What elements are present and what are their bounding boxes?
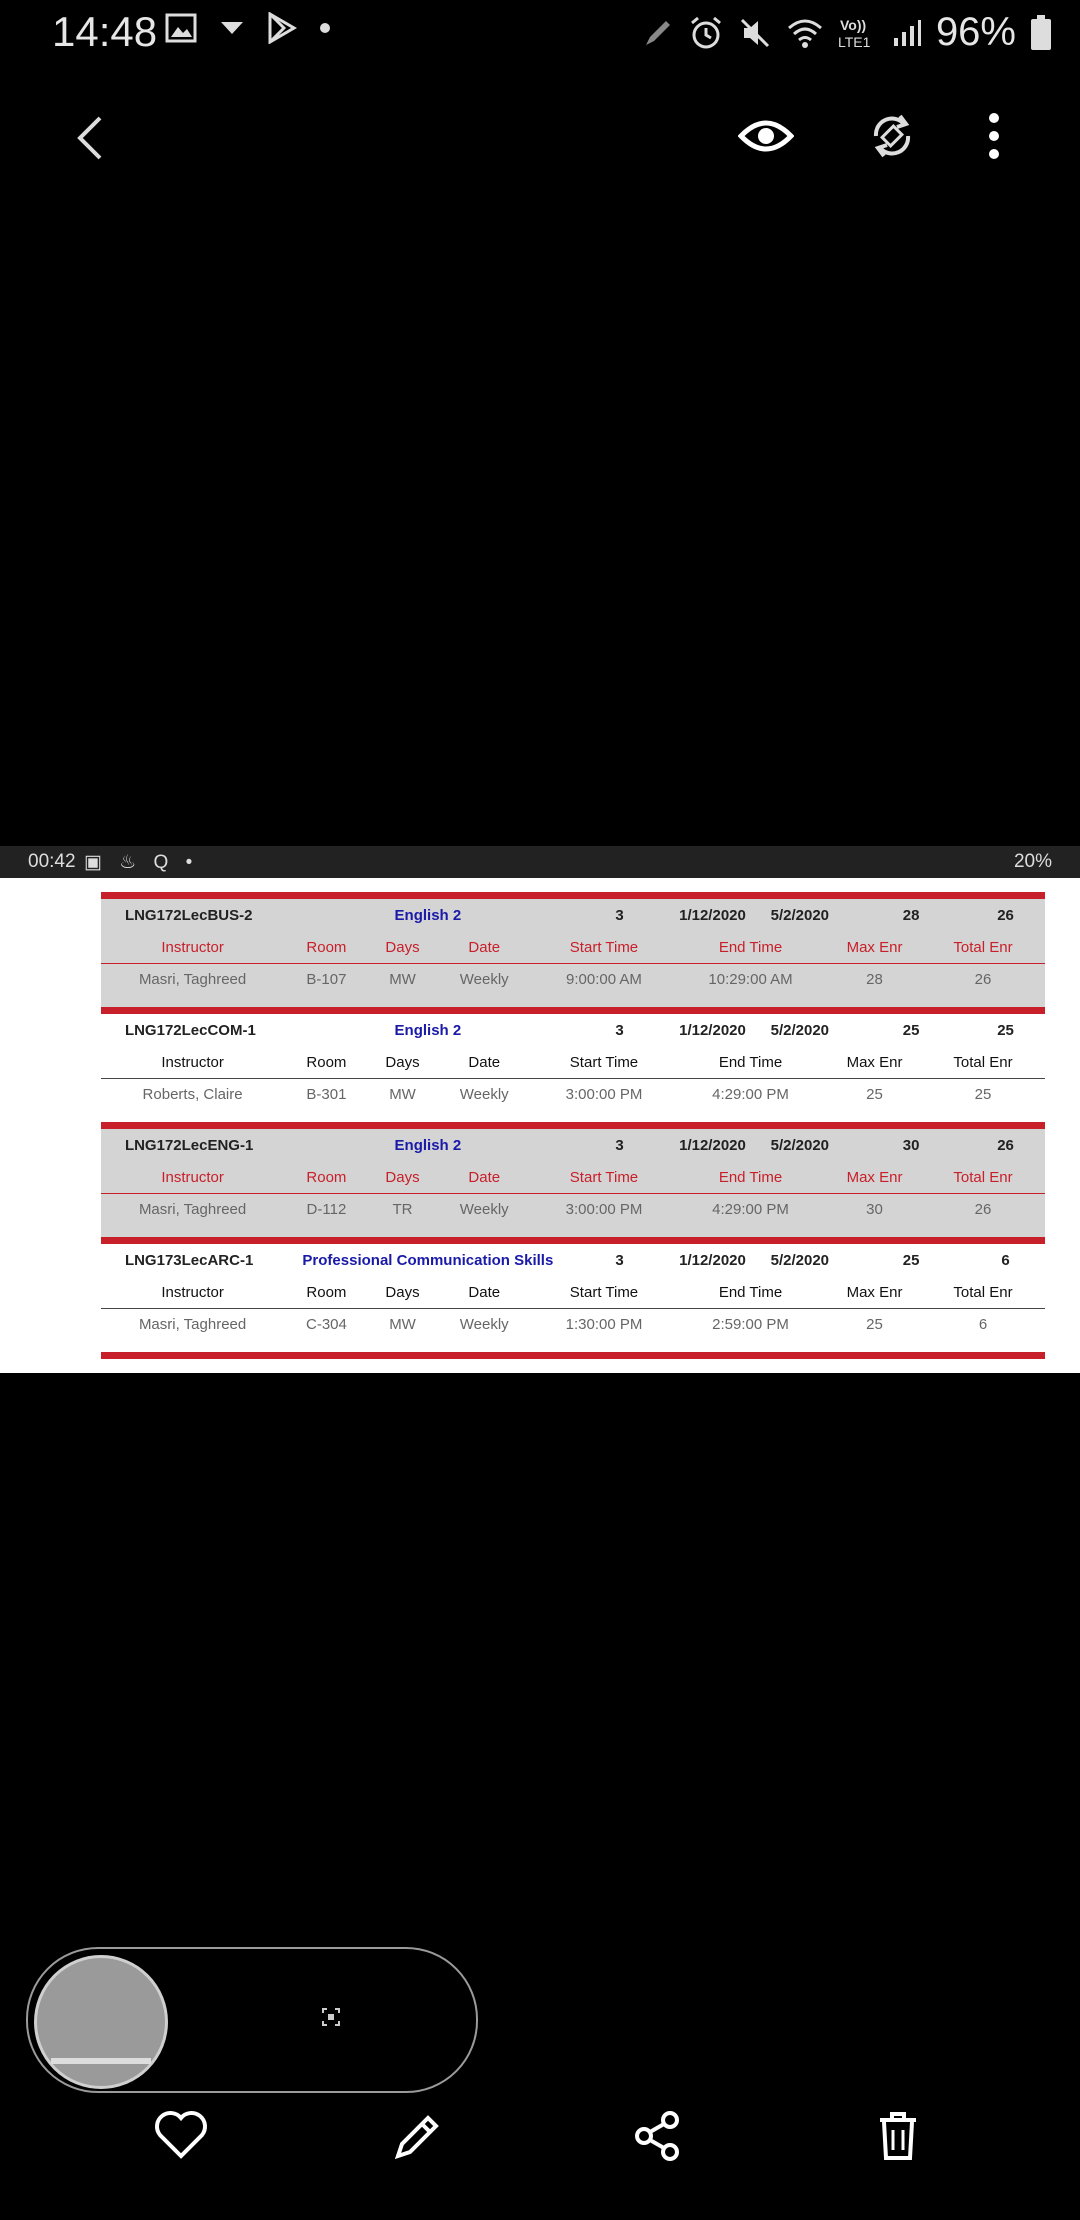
label-instructor: Instructor bbox=[161, 1284, 224, 1301]
thumbnail-current[interactable] bbox=[34, 1955, 168, 2089]
status-time: 14:48 bbox=[52, 8, 158, 55]
course-header-row bbox=[101, 901, 1045, 931]
wifi-icon bbox=[786, 17, 824, 49]
label-start-time: Start Time bbox=[569, 1284, 639, 1301]
scan-icon[interactable] bbox=[322, 2008, 340, 2026]
course-max-enrollment: 25 bbox=[902, 1252, 920, 1269]
course-max-enrollment: 25 bbox=[902, 1022, 920, 1039]
course-start-date: 1/12/2020 bbox=[679, 1137, 746, 1154]
label-days: Days bbox=[385, 939, 420, 956]
label-start-time: Start Time bbox=[569, 939, 639, 956]
course-title: English 2 bbox=[394, 1137, 462, 1154]
label-date: Date bbox=[468, 1284, 501, 1301]
value-days: MW bbox=[389, 1316, 416, 1333]
label-total-enr: Total Enr bbox=[953, 1169, 1013, 1186]
value-room: D-112 bbox=[306, 1201, 347, 1218]
course-header-row bbox=[101, 1131, 1045, 1161]
value-end-time: 2:59:00 PM bbox=[712, 1316, 789, 1333]
trash-icon[interactable] bbox=[876, 2110, 920, 2162]
value-days: MW bbox=[389, 1086, 416, 1103]
value-days: TR bbox=[392, 1201, 413, 1218]
course-max-enrollment: 28 bbox=[902, 907, 920, 924]
course-total-enrollment: 25 bbox=[997, 1022, 1014, 1039]
embedded-status-battery: 20% bbox=[1013, 851, 1052, 872]
label-room: Room bbox=[306, 1054, 347, 1071]
row-divider bbox=[101, 963, 1045, 964]
value-date: Weekly bbox=[459, 1086, 509, 1103]
course-start-date: 1/12/2020 bbox=[679, 1022, 746, 1039]
course-credits: 3 bbox=[615, 1252, 624, 1269]
battery-percentage: 96% bbox=[935, 10, 1016, 54]
value-room: B-301 bbox=[306, 1086, 347, 1103]
course-total-enrollment: 6 bbox=[1001, 1252, 1010, 1269]
value-end-time: 4:29:00 PM bbox=[712, 1201, 789, 1218]
course-end-date: 5/2/2020 bbox=[770, 1137, 830, 1154]
course-start-date: 1/12/2020 bbox=[679, 907, 746, 924]
pen-icon bbox=[642, 17, 674, 49]
value-end-time: 4:29:00 PM bbox=[712, 1086, 789, 1103]
status-bar bbox=[0, 0, 1080, 66]
label-total-enr: Total Enr bbox=[953, 939, 1013, 956]
volte-icon bbox=[838, 16, 878, 50]
value-max-enr: 25 bbox=[866, 1086, 883, 1103]
course-block bbox=[101, 1007, 1045, 1122]
label-instructor: Instructor bbox=[161, 939, 224, 956]
next-course-divider bbox=[101, 1352, 1045, 1359]
mute-icon bbox=[738, 16, 772, 50]
share-icon[interactable] bbox=[632, 2110, 682, 2162]
course-credits: 3 bbox=[615, 1137, 624, 1154]
value-instructor: Masri, Taghreed bbox=[138, 1201, 247, 1218]
course-value-row bbox=[101, 1310, 1045, 1340]
value-days: MW bbox=[389, 971, 416, 988]
embedded-status-icons-icon: ▣ ♨ Q • bbox=[84, 852, 199, 873]
label-end-time: End Time bbox=[718, 1169, 783, 1186]
battery-icon bbox=[1030, 15, 1052, 51]
eye-icon[interactable] bbox=[738, 110, 794, 162]
label-end-time: End Time bbox=[718, 1284, 783, 1301]
label-max-enr: Max Enr bbox=[846, 1169, 903, 1186]
course-credits: 3 bbox=[615, 907, 624, 924]
course-value-row bbox=[101, 1080, 1045, 1110]
course-title: English 2 bbox=[394, 1022, 462, 1039]
alarm-icon bbox=[688, 15, 724, 51]
label-instructor: Instructor bbox=[161, 1169, 224, 1186]
bottom-action-bar bbox=[0, 2100, 1080, 2190]
course-value-row bbox=[101, 965, 1045, 995]
course-end-date: 5/2/2020 bbox=[770, 1022, 830, 1039]
dot-icon bbox=[319, 22, 331, 34]
label-date: Date bbox=[468, 939, 501, 956]
label-total-enr: Total Enr bbox=[953, 1284, 1013, 1301]
image-icon bbox=[165, 13, 197, 43]
course-end-date: 5/2/2020 bbox=[770, 907, 830, 924]
value-instructor: Masri, Taghreed bbox=[138, 1316, 247, 1333]
value-room: B-107 bbox=[306, 971, 347, 988]
screenshot-image bbox=[0, 846, 1080, 1373]
label-date: Date bbox=[468, 1169, 501, 1186]
course-total-enrollment: 26 bbox=[997, 907, 1014, 924]
row-divider bbox=[101, 1078, 1045, 1079]
value-start-time: 3:00:00 PM bbox=[565, 1086, 643, 1103]
course-code: LNG172LecBUS-2 bbox=[124, 907, 253, 924]
course-label-row bbox=[101, 1048, 1045, 1078]
course-code: LNG172LecENG-1 bbox=[124, 1137, 254, 1154]
value-instructor: Roberts, Claire bbox=[142, 1086, 243, 1103]
course-code: LNG173LecARC-1 bbox=[124, 1252, 254, 1269]
value-start-time: 1:30:00 PM bbox=[565, 1316, 643, 1333]
label-days: Days bbox=[385, 1169, 420, 1186]
label-days: Days bbox=[385, 1284, 420, 1301]
label-end-time: End Time bbox=[718, 939, 783, 956]
svg-text:LTE1: LTE1 bbox=[837, 33, 871, 50]
value-max-enr: 28 bbox=[866, 971, 883, 988]
back-icon[interactable] bbox=[72, 114, 108, 162]
value-max-enr: 25 bbox=[866, 1316, 883, 1333]
label-instructor: Instructor bbox=[161, 1054, 224, 1071]
course-title: Professional Communication Skills bbox=[302, 1252, 554, 1269]
value-date: Weekly bbox=[459, 1316, 509, 1333]
course-start-date: 1/12/2020 bbox=[679, 1252, 746, 1269]
download-icon bbox=[219, 18, 245, 38]
label-days: Days bbox=[385, 1054, 420, 1071]
value-total-enr: 26 bbox=[974, 1201, 992, 1218]
value-end-time: 10:29:00 AM bbox=[708, 971, 793, 988]
label-max-enr: Max Enr bbox=[846, 1054, 903, 1071]
embedded-status-time: 00:42 bbox=[28, 851, 76, 872]
value-instructor: Masri, Taghreed bbox=[138, 971, 247, 988]
course-block bbox=[101, 1122, 1045, 1237]
edit-icon[interactable] bbox=[392, 2110, 444, 2162]
embedded-status-bar bbox=[0, 846, 1080, 878]
label-start-time: Start Time bbox=[569, 1169, 639, 1186]
row-divider bbox=[101, 1193, 1045, 1194]
label-max-enr: Max Enr bbox=[846, 939, 903, 956]
value-room: C-304 bbox=[305, 1316, 347, 1333]
value-date: Weekly bbox=[459, 971, 509, 988]
signal-icon bbox=[892, 18, 922, 48]
course-label-row bbox=[101, 1163, 1045, 1193]
value-start-time: 9:00:00 AM bbox=[566, 971, 642, 988]
value-total-enr: 26 bbox=[974, 971, 992, 988]
label-date: Date bbox=[468, 1054, 501, 1071]
label-max-enr: Max Enr bbox=[846, 1284, 903, 1301]
course-max-enrollment: 30 bbox=[902, 1137, 920, 1154]
viewer-toolbar bbox=[0, 100, 1080, 172]
course-block bbox=[101, 1237, 1045, 1352]
course-header-row bbox=[101, 1016, 1045, 1046]
course-value-row bbox=[101, 1195, 1045, 1225]
svg-text:Vo)): Vo)) bbox=[839, 16, 867, 33]
row-divider bbox=[101, 1308, 1045, 1309]
label-room: Room bbox=[306, 1284, 347, 1301]
heart-icon[interactable] bbox=[154, 2110, 208, 2160]
label-total-enr: Total Enr bbox=[953, 1054, 1013, 1071]
course-label-row bbox=[101, 933, 1045, 963]
label-room: Room bbox=[306, 939, 347, 956]
rotate-icon[interactable] bbox=[866, 110, 918, 162]
value-date: Weekly bbox=[459, 1201, 509, 1218]
course-credits: 3 bbox=[615, 1022, 624, 1039]
value-start-time: 3:00:00 PM bbox=[565, 1201, 643, 1218]
play-store-icon bbox=[267, 12, 297, 44]
label-end-time: End Time bbox=[718, 1054, 783, 1071]
course-total-enrollment: 26 bbox=[997, 1137, 1014, 1154]
label-room: Room bbox=[306, 1169, 347, 1186]
course-label-row bbox=[101, 1278, 1045, 1308]
more-icon[interactable] bbox=[986, 110, 1002, 162]
value-max-enr: 30 bbox=[866, 1201, 883, 1218]
value-total-enr: 6 bbox=[978, 1316, 988, 1333]
value-total-enr: 25 bbox=[974, 1086, 992, 1103]
course-title: English 2 bbox=[394, 907, 462, 924]
course-end-date: 5/2/2020 bbox=[770, 1252, 830, 1269]
label-start-time: Start Time bbox=[569, 1054, 639, 1071]
course-code: LNG172LecCOM-1 bbox=[124, 1022, 256, 1039]
course-block bbox=[101, 892, 1045, 1007]
course-header-row bbox=[101, 1246, 1045, 1276]
